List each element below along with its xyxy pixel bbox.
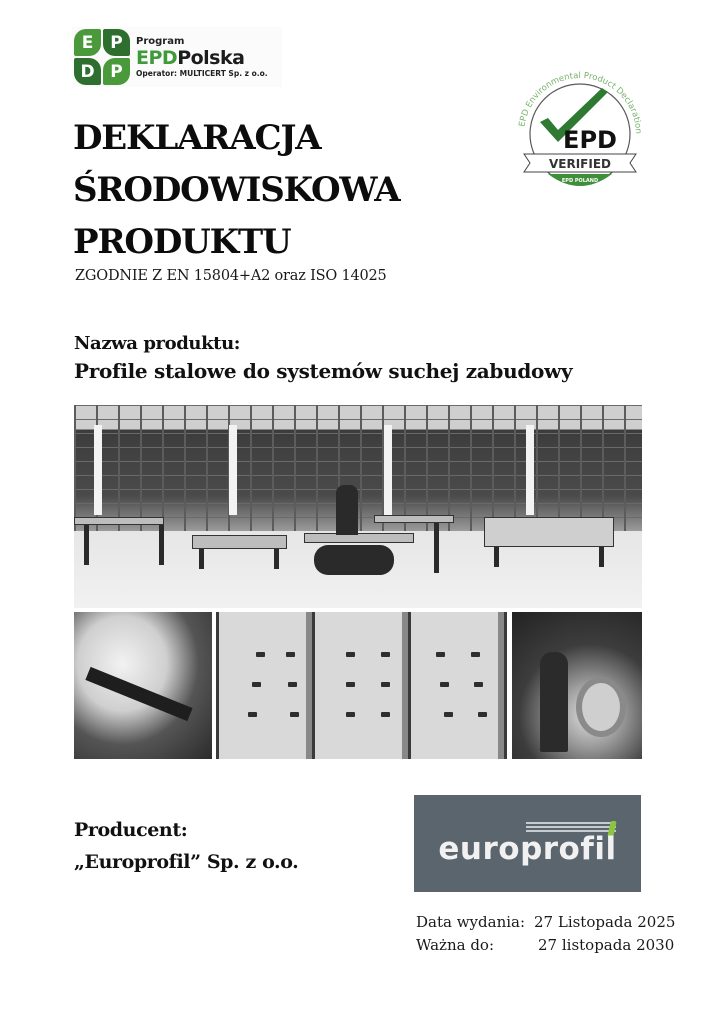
program-brand	[136, 46, 268, 69]
standard-reference: ZGODNIE Z EN 15804+A2 oraz ISO 14025	[75, 268, 387, 284]
logo-letter: P	[103, 58, 130, 85]
epd-letter-grid	[74, 29, 130, 85]
valid-until-label: Ważna do:	[416, 936, 495, 954]
issue-date-value: 27 Listopada 2025	[534, 913, 676, 931]
producer-name: „Europrofil” Sp. z o.o.	[74, 851, 299, 873]
logo-letter: E	[74, 29, 101, 56]
europrofil-wordmark: europrofil	[438, 830, 617, 867]
valid-until-value: 27 listopada 2030	[538, 936, 675, 954]
epd-polska-logo	[72, 27, 282, 87]
badge-verified-label: VERIFIED	[548, 157, 612, 171]
title-line: ŚRODOWISKOWA	[73, 170, 400, 210]
steel-coil-worker-photo	[512, 612, 642, 759]
badge-arc-text: EPD Environmental Product Declaration	[517, 70, 644, 135]
program-label: Program	[136, 35, 185, 47]
brand-polska: Polska	[177, 46, 245, 69]
operator-label: Operator: MULTICERT Sp. z o.o.	[136, 68, 268, 78]
caliper-measurement-photo	[74, 612, 212, 759]
steel-profiles-photo	[216, 612, 507, 759]
title-line: PRODUKTU	[73, 222, 291, 262]
document-title	[73, 112, 399, 268]
brand-epd: EPD	[136, 46, 178, 69]
logo-letter: P	[103, 29, 130, 56]
producer-label: Producent:	[74, 819, 188, 841]
europrofil-logo	[414, 795, 641, 892]
badge-epd-mark: EPD	[563, 126, 617, 154]
issue-date-label: Data wydania:	[416, 913, 526, 931]
product-name-label: Nazwa produktu:	[74, 333, 241, 354]
epd-verified-badge	[510, 62, 650, 192]
badge-footer-label: EPD POLAND	[561, 178, 599, 184]
product-name: Profile stalowe do systemów suchej zabudowy	[74, 359, 573, 383]
factory-floor-photo	[74, 405, 642, 608]
logo-letter: D	[74, 58, 101, 85]
title-line: DEKLARACJA	[73, 118, 321, 158]
document-dates	[416, 911, 675, 957]
